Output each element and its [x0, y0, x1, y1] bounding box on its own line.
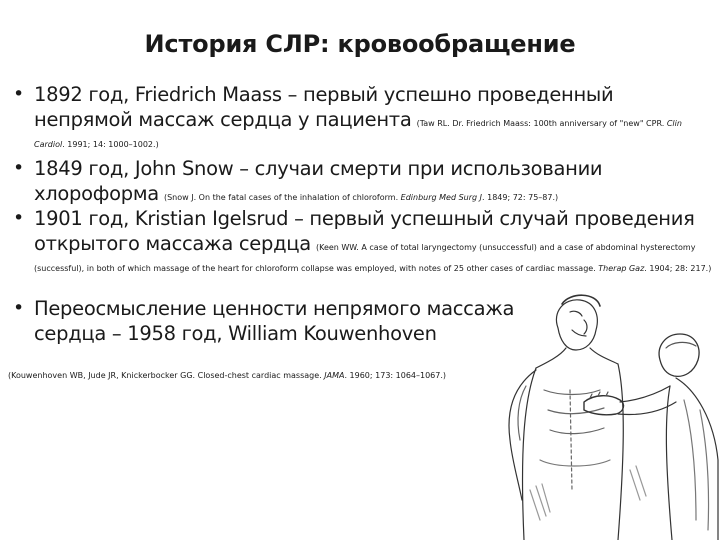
citation-journal: Therap Gaz: [598, 264, 645, 273]
bullet-item-maass: [6, 82, 712, 152]
bullet-text: 1901 год, Kristian Igelsrud – первый успешный случай проведения открытого массажа сердца: [34, 207, 695, 255]
chest-compression-illustration: [500, 290, 720, 540]
bullet-text: 1892 год, Friedrich Maass – первый успешно проведенный непрямой массаж сердца у пациента: [34, 83, 614, 131]
footnote-journal: JAMA: [324, 371, 345, 380]
citation-details: . 1991; 14: 1000–1002.): [62, 140, 159, 149]
citation-details: . 1904; 28: 217.): [644, 264, 712, 273]
footnote-details: . 1960; 173: 1064–1067.): [344, 371, 447, 380]
citation-text: (Snow J. On the fatal cases of the inhalation of chloroform.: [163, 193, 401, 202]
bullet-item-kouwenhoven: [6, 296, 534, 346]
footnote-citation: [8, 370, 446, 382]
bullet-dot-icon: •: [13, 207, 25, 229]
citation-text: (Keen WW. A case of total laryngectomy (unsuccessful) and a case of abdominal hysterectomy (successful), in both of which massage of the heart for chloroform collapse was employed, with notes of 25 other cases of cardiac massage.: [34, 243, 696, 273]
citation-journal: Clin Cardiol: [34, 119, 682, 149]
bullet-text: 1849 год, John Snow – случаи смерти при использовании хлороформа: [34, 157, 603, 205]
bullet-text: Переосмысление ценности непрямого массажа сердца – 1958 год, William Kouwenhoven: [34, 297, 515, 345]
bullet-item-igelsrud: [6, 206, 712, 276]
page-title: История СЛР: кровообращение: [144, 30, 576, 58]
bullet-dot-icon: •: [13, 157, 25, 179]
citation-details: . 1849; 72: 75–87.): [482, 193, 559, 202]
footnote-text: (Kouwenhoven WB, Jude JR, Knickerbocker GG. Closed-chest cardiac massage.: [8, 371, 325, 380]
bullet-dot-icon: •: [13, 83, 25, 105]
bullet-citation: [164, 193, 558, 202]
bullet-item-snow: [6, 156, 712, 206]
bullet-dot-icon: •: [13, 297, 25, 319]
citation-text: (Taw RL. Dr. Friedrich Maass: 100th anniversary of "new" CPR.: [416, 119, 667, 128]
citation-journal: Edinburg Med Surg J: [400, 193, 483, 202]
